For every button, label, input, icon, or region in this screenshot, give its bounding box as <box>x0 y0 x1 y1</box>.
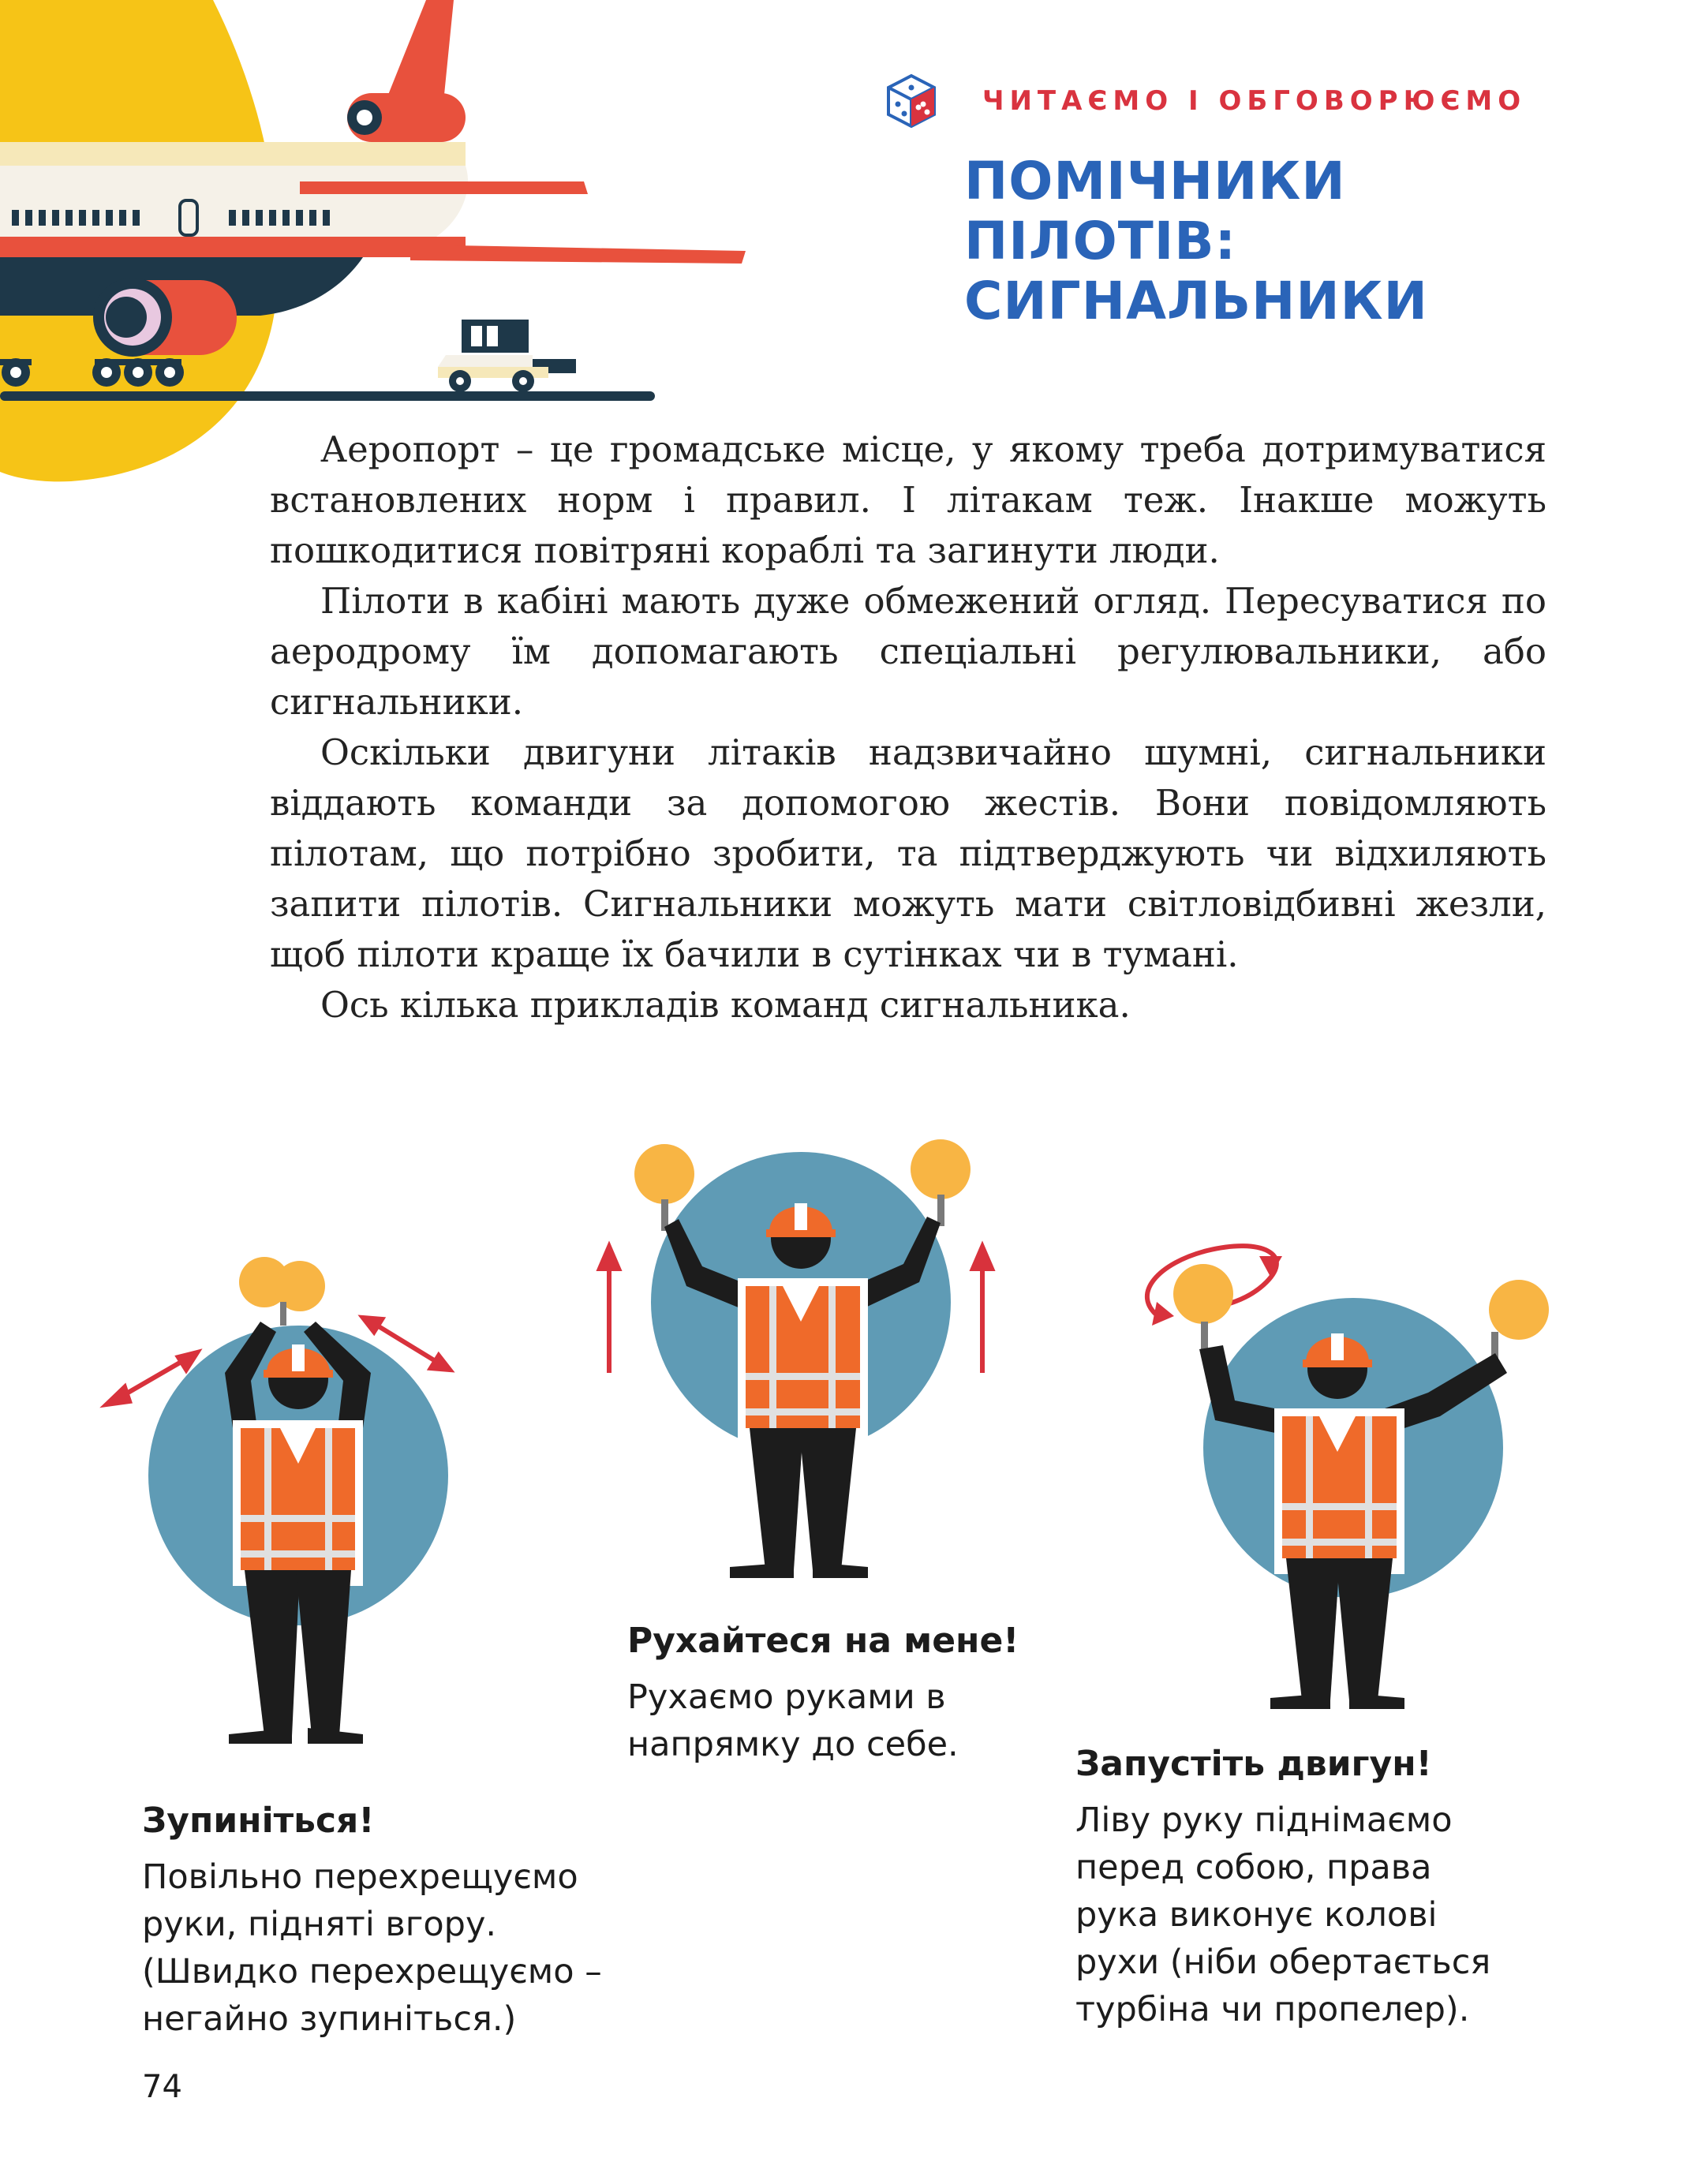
caption-title: Запустіть двигун! <box>1075 1744 1432 1784</box>
signalman-figure <box>1113 1207 1554 1712</box>
signal-caption-stop <box>142 1801 742 2043</box>
caption-description <box>627 1674 1116 1768</box>
caption-line: руки, підняті вгору. <box>142 1905 497 1944</box>
paragraph: Аеропорт – це громадське місце, у якому треба дотримуватися встановлених норм і правил. І літакам теж. Інакше можуть пошкодитися повітряні кораблі та загинути люди. <box>270 428 1546 571</box>
airplane-illustration <box>0 0 757 489</box>
caption-line: рука виконує колові <box>1075 1895 1438 1935</box>
signalman-figure <box>103 1247 481 1752</box>
caption-description <box>1075 1797 1612 2033</box>
paragraph: Ось кілька прикладів команд сигнальника. <box>320 984 1131 1026</box>
title-line: ПОМІЧНИКИ <box>964 151 1346 211</box>
signal-caption-engine <box>1075 1744 1612 2033</box>
caption-line: перед собою, права <box>1075 1848 1432 1887</box>
arrow-icon <box>1259 1256 1282 1277</box>
caption-line: напрямку до себе. <box>627 1725 959 1764</box>
page-number: 74 <box>142 2069 182 2105</box>
airport-truck-illustration <box>438 320 580 395</box>
caption-line: негайно зупиніться.) <box>142 1999 517 2039</box>
caption-title: Рухайтеся на мене! <box>627 1621 1019 1661</box>
body-text <box>270 424 1546 1030</box>
signalman-figure <box>576 1128 1018 1586</box>
caption-line: Ліву руку піднімаємо <box>1075 1801 1453 1840</box>
signal-caption-come <box>627 1621 1116 1768</box>
title-line: СИГНАЛЬНИКИ <box>964 271 1428 331</box>
caption-line: (Швидко перехрещуємо – <box>142 1952 602 1991</box>
dice-icon <box>884 73 939 129</box>
caption-line: Повільно перехрещуємо <box>142 1857 578 1897</box>
caption-line: Рухаємо руками в <box>627 1677 946 1717</box>
caption-line: турбіна чи пропелер). <box>1075 1990 1470 2029</box>
caption-description <box>142 1853 742 2043</box>
section-label: ЧИТАЄМО І ОБГОВОРЮЄМО <box>982 85 1527 117</box>
caption-line: рухи (ніби обертається <box>1075 1943 1491 1982</box>
paragraph: Пілоти в кабіні мають дуже обмежений огляд. Пересуватися по аеродрому їм допомагають спеціальні регулювальники, або сигнальники. <box>270 580 1546 723</box>
title-line: ПІЛОТІВ: <box>964 211 1236 271</box>
page-title <box>964 151 1428 331</box>
arrow-icon <box>1152 1302 1174 1326</box>
caption-title: Зупиніться! <box>142 1801 375 1841</box>
paragraph: Оскільки двигуни літаків надзвичайно шумні, сигнальники віддають команди за допомогою жестів. Вони повідомляють пілотам, що потрібно зробити, та підтверджують чи відхиляють запити пілотів. Сигнальники можуть мати світловідбивні жезли, щоб пілоти краще їх бачили в сутінках чи в тумані. <box>270 731 1546 975</box>
